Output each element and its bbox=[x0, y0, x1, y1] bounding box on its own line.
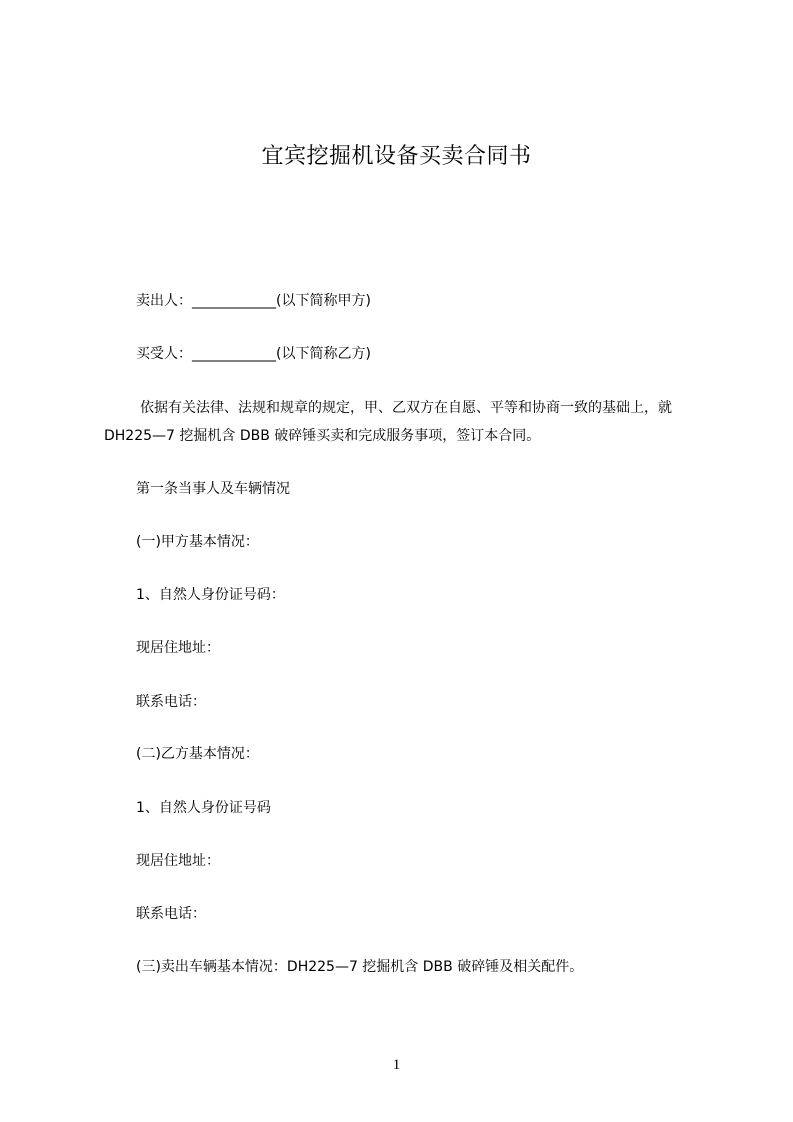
buyer-line: 买受人：____________(以下简称乙方) bbox=[136, 346, 371, 362]
page-number: 1 bbox=[392, 1057, 401, 1073]
vehicle-info: (三)卖出车辆基本情况：DH225—7 挖掘机含 DBB 破碎锤及相关配件。 bbox=[136, 959, 584, 975]
document-title: 宜宾挖掘机设备买卖合同书 bbox=[261, 144, 532, 169]
party-b-address: 现居住地址： bbox=[136, 853, 220, 869]
party-a-heading: (一)甲方基本情况： bbox=[136, 534, 259, 550]
article1-heading: 第一条当事人及车辆情况 bbox=[136, 481, 290, 497]
intro-paragraph: 依据有关法律、法规和规章的规定，甲、乙双方在自愿、平等和协商一致的基础上，就 DH225—7 挖掘机含 DBB 破碎锤买卖和完成服务事项，签订本合同。 bbox=[104, 400, 672, 444]
party-b-id-number: 1、自然人身份证号码 bbox=[136, 800, 271, 816]
party-b-phone: 联系电话： bbox=[136, 906, 206, 922]
party-a-id-number: 1、自然人身份证号码： bbox=[136, 587, 285, 603]
party-b-heading: (二)乙方基本情况： bbox=[136, 746, 259, 762]
seller-line: 卖出人：____________(以下简称甲方) bbox=[136, 293, 371, 309]
party-a-address: 现居住地址： bbox=[136, 640, 220, 656]
party-a-phone: 联系电话： bbox=[136, 694, 206, 710]
